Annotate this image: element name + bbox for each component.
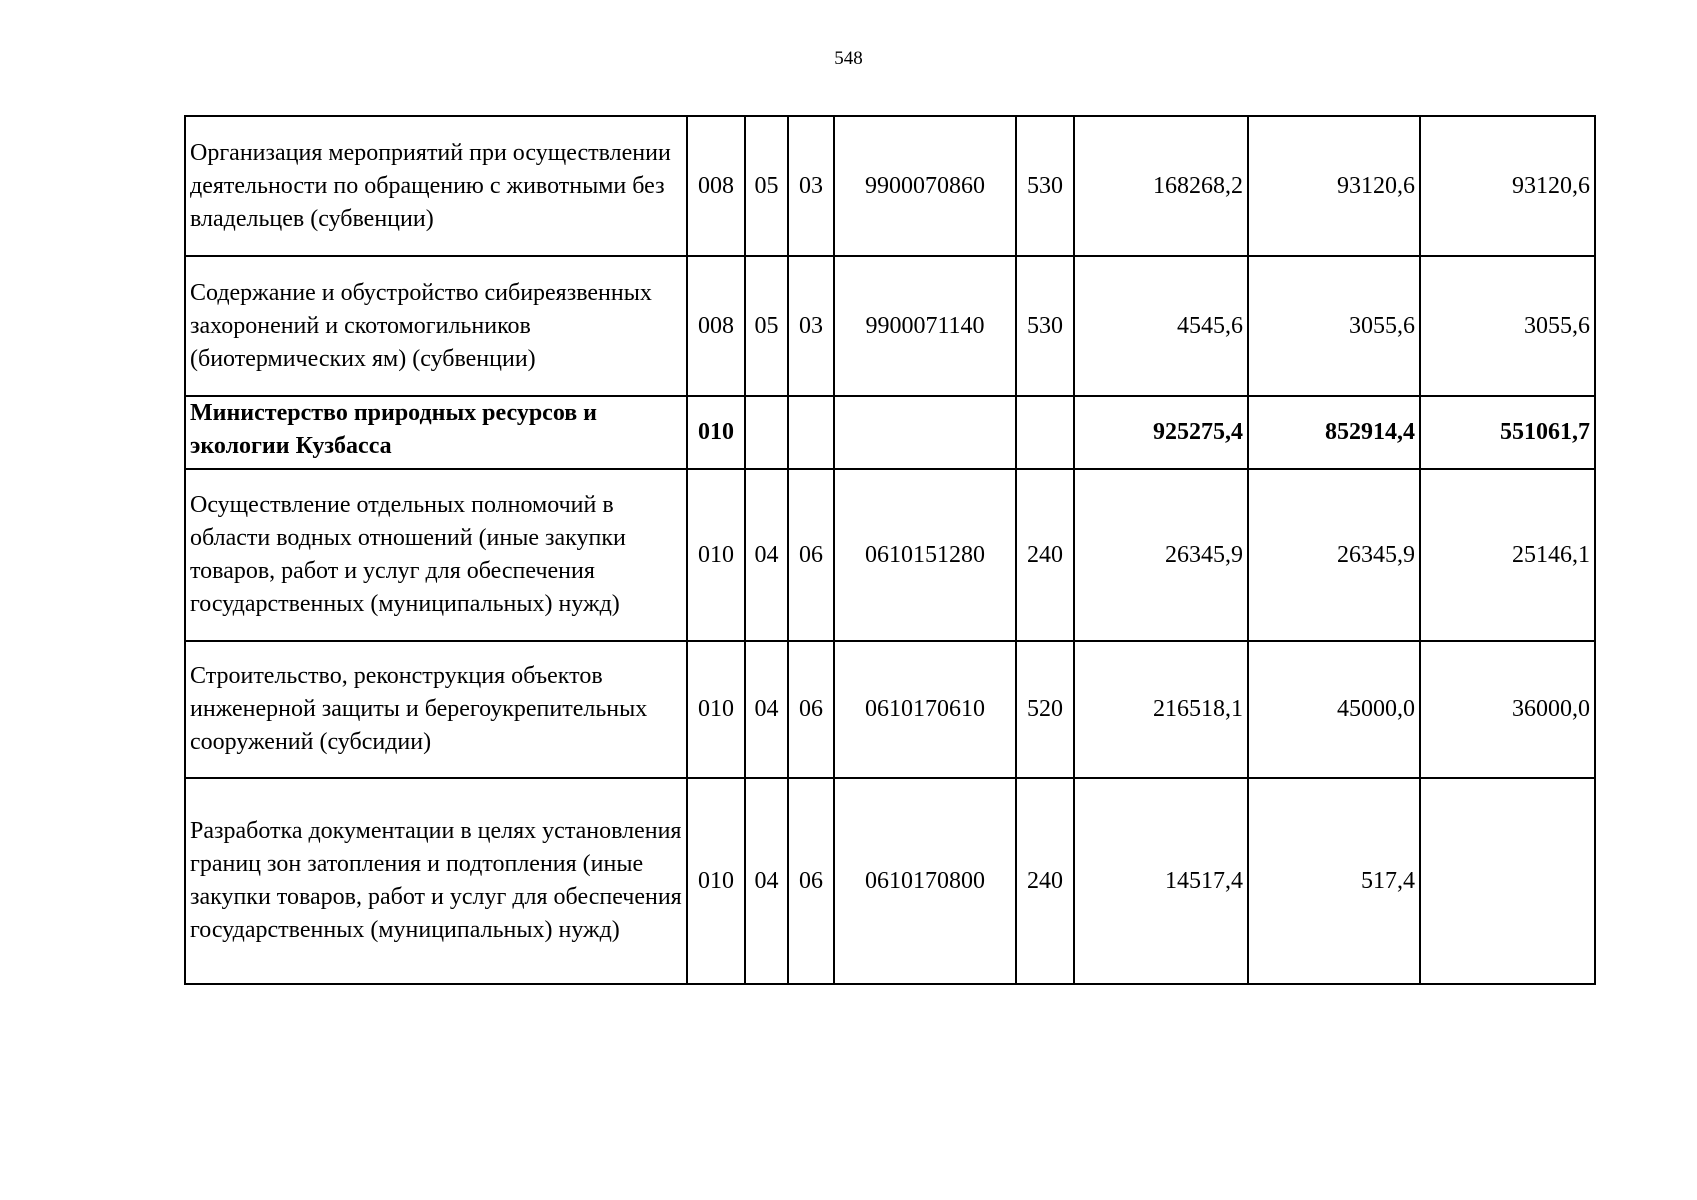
row-ministry-code: 010	[687, 641, 745, 778]
table-row	[185, 116, 1595, 256]
row-sum-1: 14517,4	[1074, 778, 1248, 984]
row-sum-3	[1420, 778, 1595, 984]
row-section-code: 05	[745, 116, 788, 256]
row-target-article: 0610170610	[834, 641, 1016, 778]
row-sum-2: 93120,6	[1248, 116, 1420, 256]
row-name: Организация мероприятий при осуществлении деятельности по обращению с животными без владельцев (субвенции)	[185, 116, 687, 256]
row-target-article: 9900070860	[834, 116, 1016, 256]
row-sum-1: 26345,9	[1074, 469, 1248, 641]
row-section-code: 05	[745, 256, 788, 396]
row-sum-3: 36000,0	[1420, 641, 1595, 778]
row-expense-type: 530	[1016, 116, 1074, 256]
row-section-code	[745, 396, 788, 469]
row-sum-2: 517,4	[1248, 778, 1420, 984]
row-expense-type: 240	[1016, 778, 1074, 984]
row-section-code: 04	[745, 641, 788, 778]
row-subsection-code: 06	[788, 469, 834, 641]
row-name: Министерство природных ресурсов и экологии Кузбасса	[185, 396, 687, 469]
row-sum-2: 45000,0	[1248, 641, 1420, 778]
row-subsection-code: 06	[788, 641, 834, 778]
row-sum-3: 551061,7	[1420, 396, 1595, 469]
row-name: Осуществление отдельных полномочий в области водных отношений (иные закупки товаров, работ и услуг для обеспечения государственных (муниципальных) нужд)	[185, 469, 687, 641]
row-target-article: 9900071140	[834, 256, 1016, 396]
row-sum-1: 4545,6	[1074, 256, 1248, 396]
row-sum-1: 168268,2	[1074, 116, 1248, 256]
row-subsection-code: 06	[788, 778, 834, 984]
row-ministry-code: 010	[687, 469, 745, 641]
table-row	[185, 396, 1595, 469]
row-sum-2: 852914,4	[1248, 396, 1420, 469]
row-expense-type	[1016, 396, 1074, 469]
row-target-article	[834, 396, 1016, 469]
row-sum-3: 25146,1	[1420, 469, 1595, 641]
row-sum-3: 3055,6	[1420, 256, 1595, 396]
row-section-code: 04	[745, 778, 788, 984]
row-ministry-code: 008	[687, 116, 745, 256]
row-subsection-code	[788, 396, 834, 469]
row-sum-1: 925275,4	[1074, 396, 1248, 469]
row-sum-2: 3055,6	[1248, 256, 1420, 396]
row-name: Разработка документации в целях установления границ зон затопления и подтопления (иные закупки товаров, работ и услуг для обеспечения государственных (муниципальных) нужд)	[185, 778, 687, 984]
row-expense-type: 240	[1016, 469, 1074, 641]
table-row	[185, 469, 1595, 641]
row-expense-type: 520	[1016, 641, 1074, 778]
table-row	[185, 256, 1595, 396]
row-ministry-code: 010	[687, 778, 745, 984]
row-expense-type: 530	[1016, 256, 1074, 396]
row-subsection-code: 03	[788, 116, 834, 256]
budget-table	[184, 115, 1596, 985]
row-ministry-code: 008	[687, 256, 745, 396]
row-target-article: 0610170800	[834, 778, 1016, 984]
page-number: 548	[834, 48, 863, 69]
row-name: Содержание и обустройство сибиреязвенных захоронений и скотомогильников (биотермических ям) (субвенции)	[185, 256, 687, 396]
table-row	[185, 641, 1595, 778]
row-sum-2: 26345,9	[1248, 469, 1420, 641]
row-subsection-code: 03	[788, 256, 834, 396]
row-name: Строительство, реконструкция объектов инженерной защиты и берегоукрепительных сооружений (субсидии)	[185, 641, 687, 778]
row-target-article: 0610151280	[834, 469, 1016, 641]
row-ministry-code: 010	[687, 396, 745, 469]
table-row	[185, 778, 1595, 984]
row-sum-3: 93120,6	[1420, 116, 1595, 256]
row-section-code: 04	[745, 469, 788, 641]
row-sum-1: 216518,1	[1074, 641, 1248, 778]
